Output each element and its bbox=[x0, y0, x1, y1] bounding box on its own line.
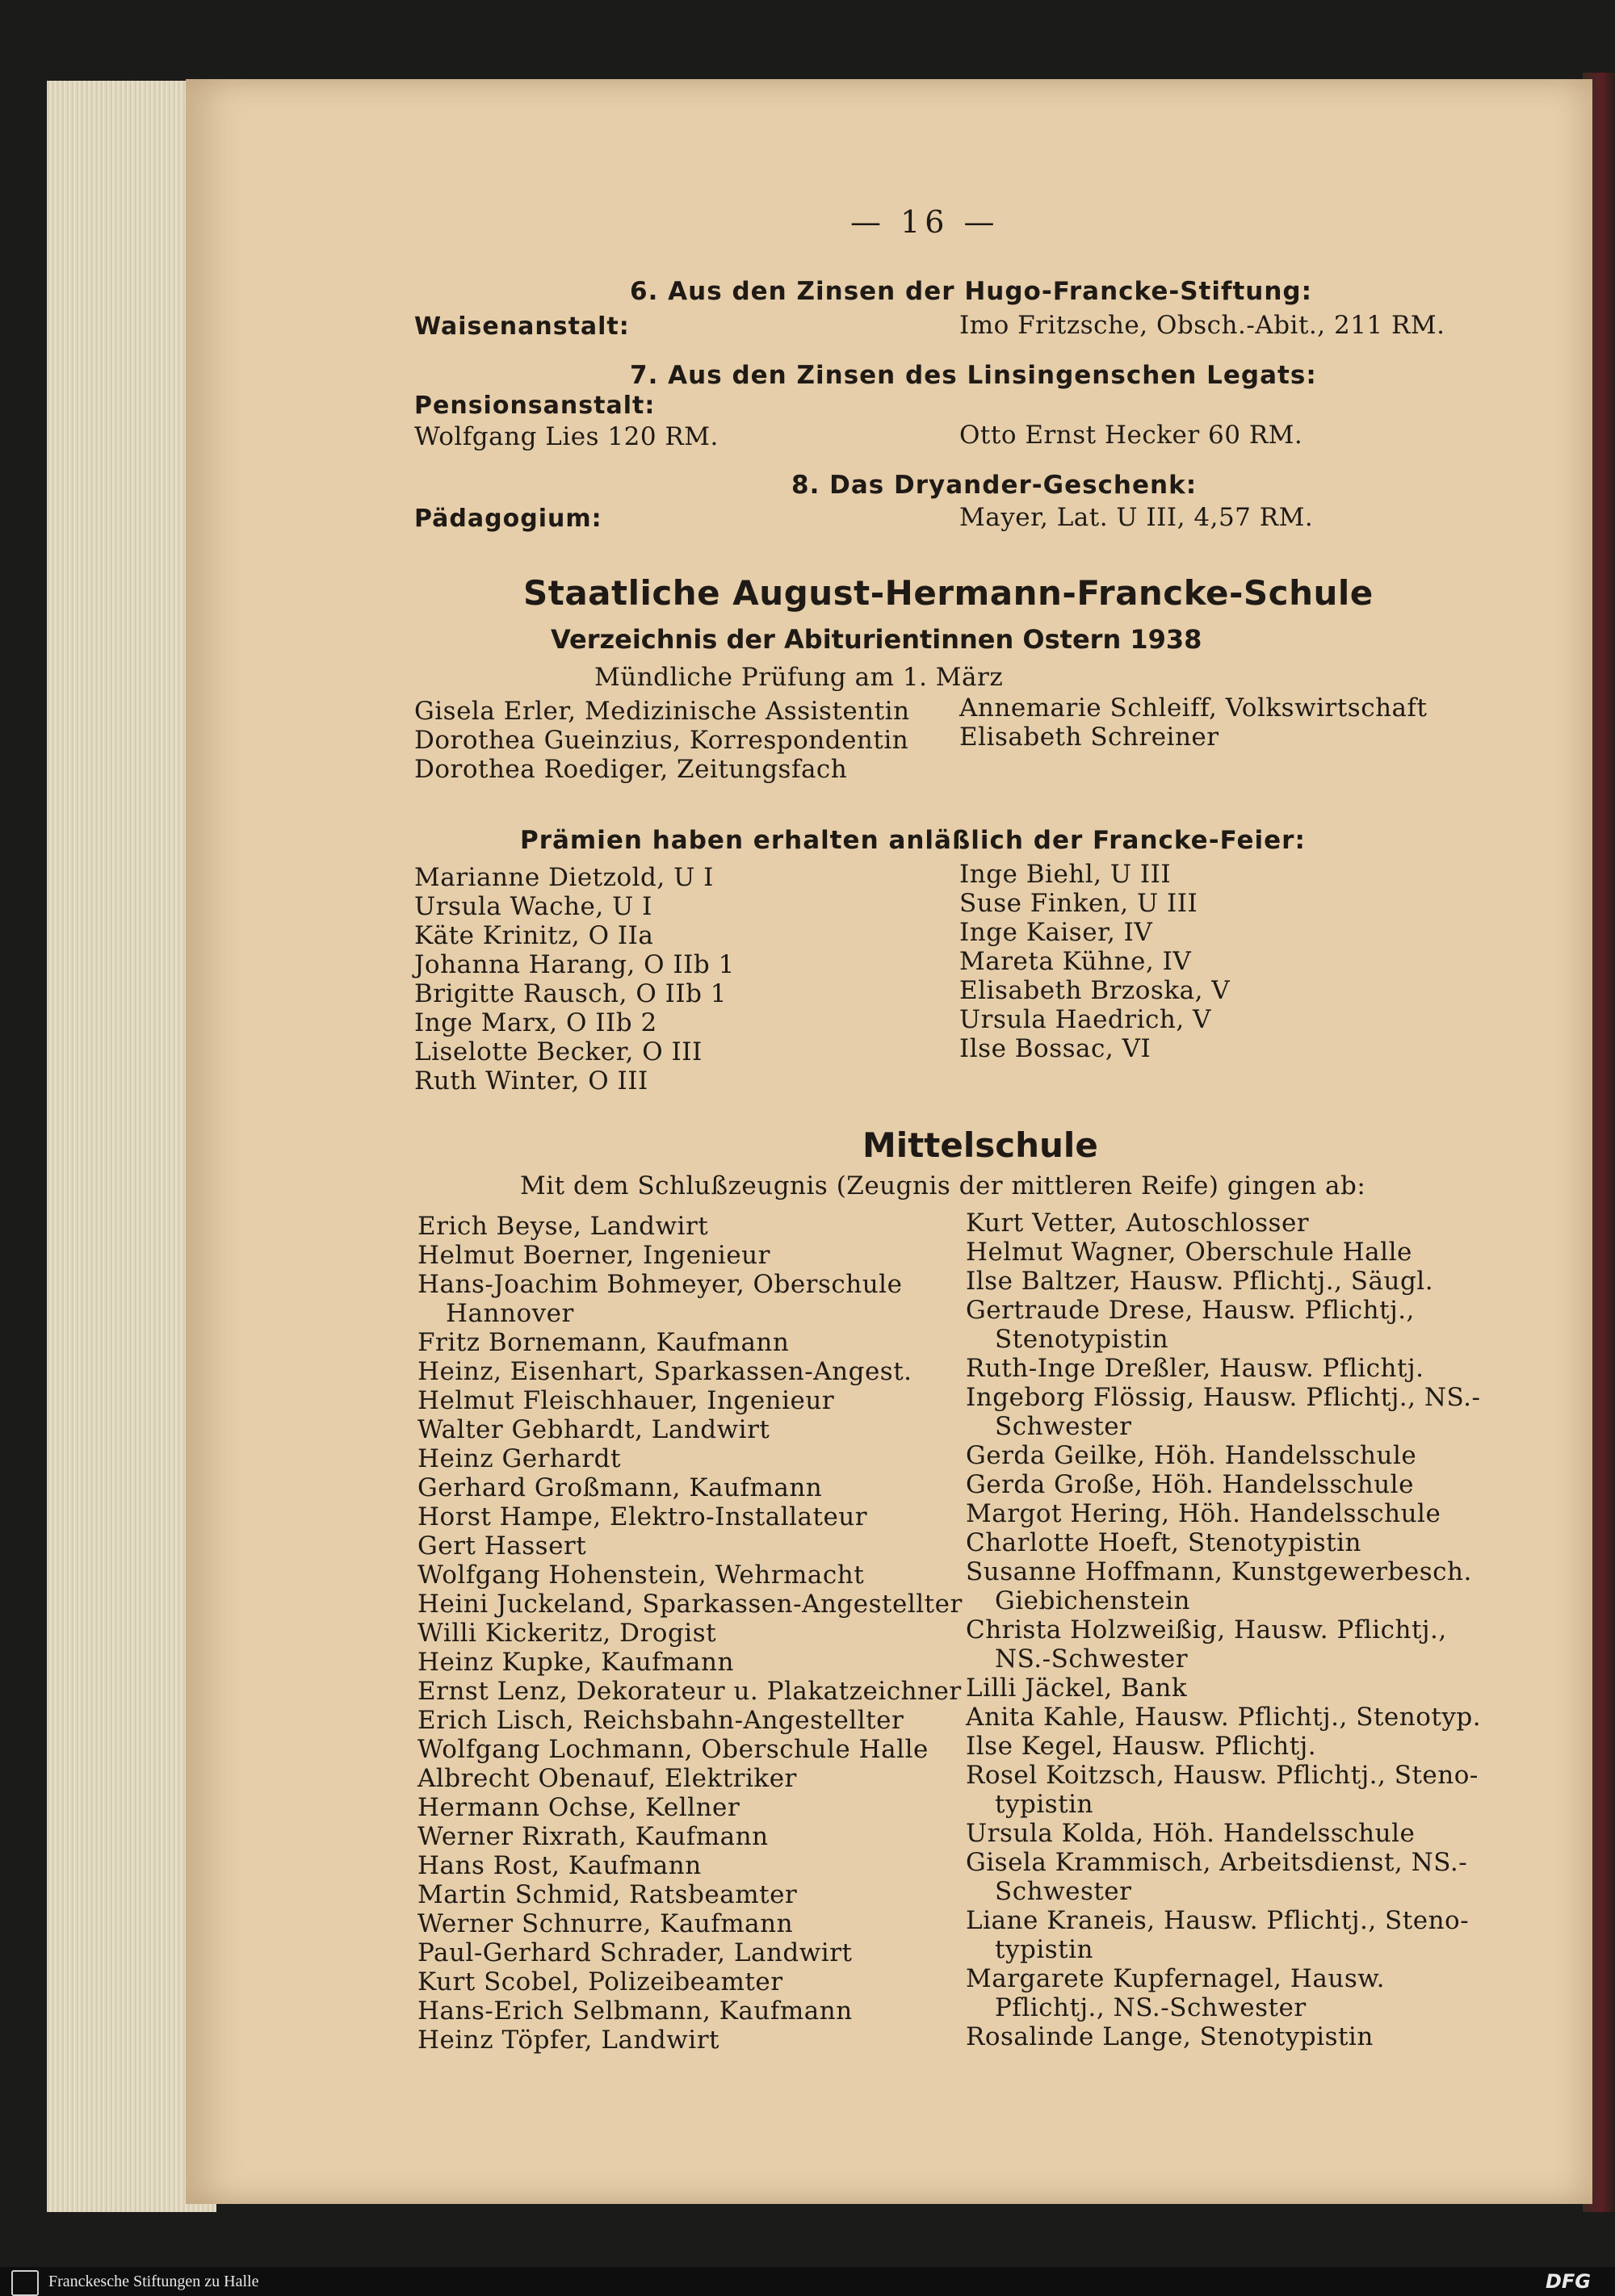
list-item: Walter Gebhardt, Landwirt bbox=[417, 1415, 770, 1444]
list-item: Margarete Kupfernagel, Hausw. bbox=[966, 1964, 1385, 1993]
list-item: Ilse Baltzer, Hausw. Pflichtj., Säugl. bbox=[966, 1267, 1434, 1296]
list-item: Brigitte Rausch, O IIb 1 bbox=[414, 979, 728, 1008]
list-item: Ruth Winter, O III bbox=[414, 1066, 648, 1096]
mittelschule-intro: Mit dem Schlußzeugnis (Zeugnis der mittleren Reife) gingen ab: bbox=[520, 1171, 1366, 1200]
list-item: Giebichenstein bbox=[995, 1586, 1191, 1615]
list-item: Heinz Kupke, Kaufmann bbox=[417, 1648, 734, 1677]
list-item: Hans Rost, Kaufmann bbox=[417, 1851, 702, 1880]
list-item: Gerda Geilke, Höh. Handelsschule bbox=[966, 1441, 1417, 1470]
list-item: Gert Hassert bbox=[417, 1531, 587, 1561]
list-item: Liselotte Becker, O III bbox=[414, 1037, 703, 1066]
list-item: Charlotte Hoeft, Stenotypistin bbox=[966, 1528, 1362, 1557]
list-item: Pflichtj., NS.-Schwester bbox=[995, 1993, 1307, 2022]
list-item: Wolfgang Lochmann, Oberschule Halle bbox=[417, 1735, 929, 1764]
section8-heading: 8. Das Dryander-Geschenk: bbox=[791, 471, 1198, 500]
list-item: Gisela Krammisch, Arbeitsdienst, NS.- bbox=[966, 1848, 1468, 1877]
list-item: Ingeborg Flössig, Hausw. Pflichtj., NS.- bbox=[966, 1383, 1481, 1412]
section6-entry: Imo Fritzsche, Obsch.-Abit., 211 RM. bbox=[959, 311, 1445, 340]
list-item: Ursula Haedrich, V bbox=[959, 1005, 1211, 1034]
section8-label: Pädagogium: bbox=[414, 505, 602, 533]
list-item: Schwester bbox=[995, 1412, 1132, 1441]
list-item: Schwester bbox=[995, 1877, 1132, 1906]
list-item: Gertraude Drese, Hausw. Pflichtj., bbox=[966, 1296, 1415, 1325]
list-item: Rosalinde Lange, Stenotypistin bbox=[966, 2022, 1374, 2051]
list-item: Ruth-Inge Dreßler, Hausw. Pflichtj. bbox=[966, 1354, 1424, 1383]
mittelschule-title: Mittelschule bbox=[862, 1125, 1098, 1165]
section7-entry-right: Otto Ernst Hecker 60 RM. bbox=[959, 421, 1303, 450]
school-title: Staatliche August-Hermann-Francke-Schule bbox=[523, 573, 1374, 613]
list-item: Liane Kraneis, Hausw. Pflichtj., Steno- bbox=[966, 1906, 1470, 1935]
list-item: Helmut Boerner, Ingenieur bbox=[417, 1241, 770, 1270]
list-item: Christa Holzweißig, Hausw. Pflichtj., bbox=[966, 1615, 1447, 1644]
list-item: Gisela Erler, Medizinische Assistentin bbox=[414, 697, 910, 726]
praemien-heading: Prämien haben erhalten anläßlich der Francke-Feier: bbox=[520, 826, 1306, 855]
list-item: Horst Hampe, Elektro-Installateur bbox=[417, 1502, 868, 1531]
list-item: Ilse Kegel, Hausw. Pflichtj. bbox=[966, 1732, 1317, 1761]
list-item: Willi Kickeritz, Drogist bbox=[417, 1619, 717, 1648]
dfg-logo: DFG bbox=[1545, 2270, 1591, 2293]
list-item: Kurt Vetter, Autoschlosser bbox=[966, 1209, 1310, 1238]
list-item: Werner Schnurre, Kaufmann bbox=[417, 1909, 794, 1938]
list-item: Johanna Harang, O IIb 1 bbox=[414, 950, 735, 979]
list-item: Lilli Jäckel, Bank bbox=[966, 1674, 1188, 1703]
section7-heading: 7. Aus den Zinsen des Linsingenschen Legats: bbox=[630, 361, 1317, 390]
list-item: Inge Biehl, U III bbox=[959, 860, 1172, 889]
institution-logo-icon bbox=[11, 2270, 39, 2296]
list-item: Heini Juckeland, Sparkassen-Angestellter bbox=[417, 1590, 963, 1619]
list-item: typistin bbox=[995, 1790, 1093, 1819]
list-item: Helmut Wagner, Oberschule Halle bbox=[966, 1238, 1412, 1267]
list-item: Ernst Lenz, Dekorateur u. Plakatzeichner bbox=[417, 1677, 962, 1706]
list-item: Heinz Gerhardt bbox=[417, 1444, 621, 1473]
list-item: Martin Schmid, Ratsbeamter bbox=[417, 1880, 798, 1909]
list-item: Hans-Erich Selbmann, Kaufmann bbox=[417, 1996, 853, 2026]
list-item: Annemarie Schleiff, Volkswirtschaft bbox=[959, 693, 1428, 723]
book-page bbox=[186, 79, 1592, 2204]
list-item: Gerhard Großmann, Kaufmann bbox=[417, 1473, 823, 1502]
list-item: NS.-Schwester bbox=[995, 1644, 1189, 1674]
list-item: Elisabeth Schreiner bbox=[959, 723, 1219, 752]
list-item: Hannover bbox=[446, 1299, 574, 1328]
list-item: Susanne Hoffmann, Kunstgewerbesch. bbox=[966, 1557, 1472, 1586]
footer-institution: Franckesche Stiftungen zu Halle bbox=[48, 2273, 259, 2290]
list-item: Gerda Große, Höh. Handelsschule bbox=[966, 1470, 1414, 1499]
list-item: Erich Lisch, Reichsbahn-Angestellter bbox=[417, 1706, 904, 1735]
list-item: Dorothea Gueinzius, Korrespondentin bbox=[414, 726, 909, 755]
list-item: Hans-Joachim Bohmeyer, Oberschule bbox=[417, 1270, 903, 1299]
list-item: Werner Rixrath, Kaufmann bbox=[417, 1822, 769, 1851]
section7-label: Pensionsanstalt: bbox=[414, 392, 656, 420]
exam-date: Mündliche Prüfung am 1. März bbox=[594, 663, 1004, 692]
list-item: Paul-Gerhard Schrader, Landwirt bbox=[417, 1938, 853, 1967]
list-item: Margot Hering, Höh. Handelsschule bbox=[966, 1499, 1441, 1528]
list-item: typistin bbox=[995, 1935, 1093, 1964]
list-item: Inge Marx, O IIb 2 bbox=[414, 1008, 657, 1037]
list-item: Erich Beyse, Landwirt bbox=[417, 1212, 709, 1241]
list-item: Mareta Kühne, IV bbox=[959, 947, 1192, 976]
list-item: Suse Finken, U III bbox=[959, 889, 1198, 918]
list-item: Heinz, Eisenhart, Sparkassen-Angest. bbox=[417, 1357, 912, 1386]
list-item: Dorothea Roediger, Zeitungsfach bbox=[414, 755, 848, 784]
page-number: — 16 — bbox=[850, 204, 1000, 240]
list-item: Fritz Bornemann, Kaufmann bbox=[417, 1328, 790, 1357]
list-item: Albrecht Obenauf, Elektriker bbox=[417, 1764, 797, 1793]
list-item: Ilse Bossac, VI bbox=[959, 1034, 1151, 1063]
list-item: Hermann Ochse, Kellner bbox=[417, 1793, 740, 1822]
list-item: Wolfgang Hohenstein, Wehrmacht bbox=[417, 1561, 865, 1590]
list-item: Rosel Koitzsch, Hausw. Pflichtj., Steno- bbox=[966, 1761, 1479, 1790]
list-item: Inge Kaiser, IV bbox=[959, 918, 1153, 947]
section8-entry: Mayer, Lat. U III, 4,57 RM. bbox=[959, 503, 1314, 532]
list-item: Käte Krinitz, O IIa bbox=[414, 921, 654, 950]
section6-label: Waisenanstalt: bbox=[414, 312, 630, 341]
section7-entry-left: Wolfgang Lies 120 RM. bbox=[414, 422, 719, 451]
list-item: Anita Kahle, Hausw. Pflichtj., Stenotyp. bbox=[966, 1703, 1482, 1732]
list-item: Ursula Kolda, Höh. Handelsschule bbox=[966, 1819, 1416, 1848]
list-item: Stenotypistin bbox=[995, 1325, 1169, 1354]
school-subtitle: Verzeichnis der Abiturientinnen Ostern 1938 bbox=[551, 624, 1202, 655]
list-item: Heinz Töpfer, Landwirt bbox=[417, 2026, 719, 2055]
list-item: Kurt Scobel, Polizeibeamter bbox=[417, 1967, 783, 1996]
list-item: Ursula Wache, U I bbox=[414, 892, 652, 921]
list-item: Helmut Fleischhauer, Ingenieur bbox=[417, 1386, 835, 1415]
list-item: Elisabeth Brzoska, V bbox=[959, 976, 1231, 1005]
list-item: Marianne Dietzold, U I bbox=[414, 863, 714, 892]
section6-heading: 6. Aus den Zinsen der Hugo-Francke-Stiftung: bbox=[630, 277, 1313, 306]
